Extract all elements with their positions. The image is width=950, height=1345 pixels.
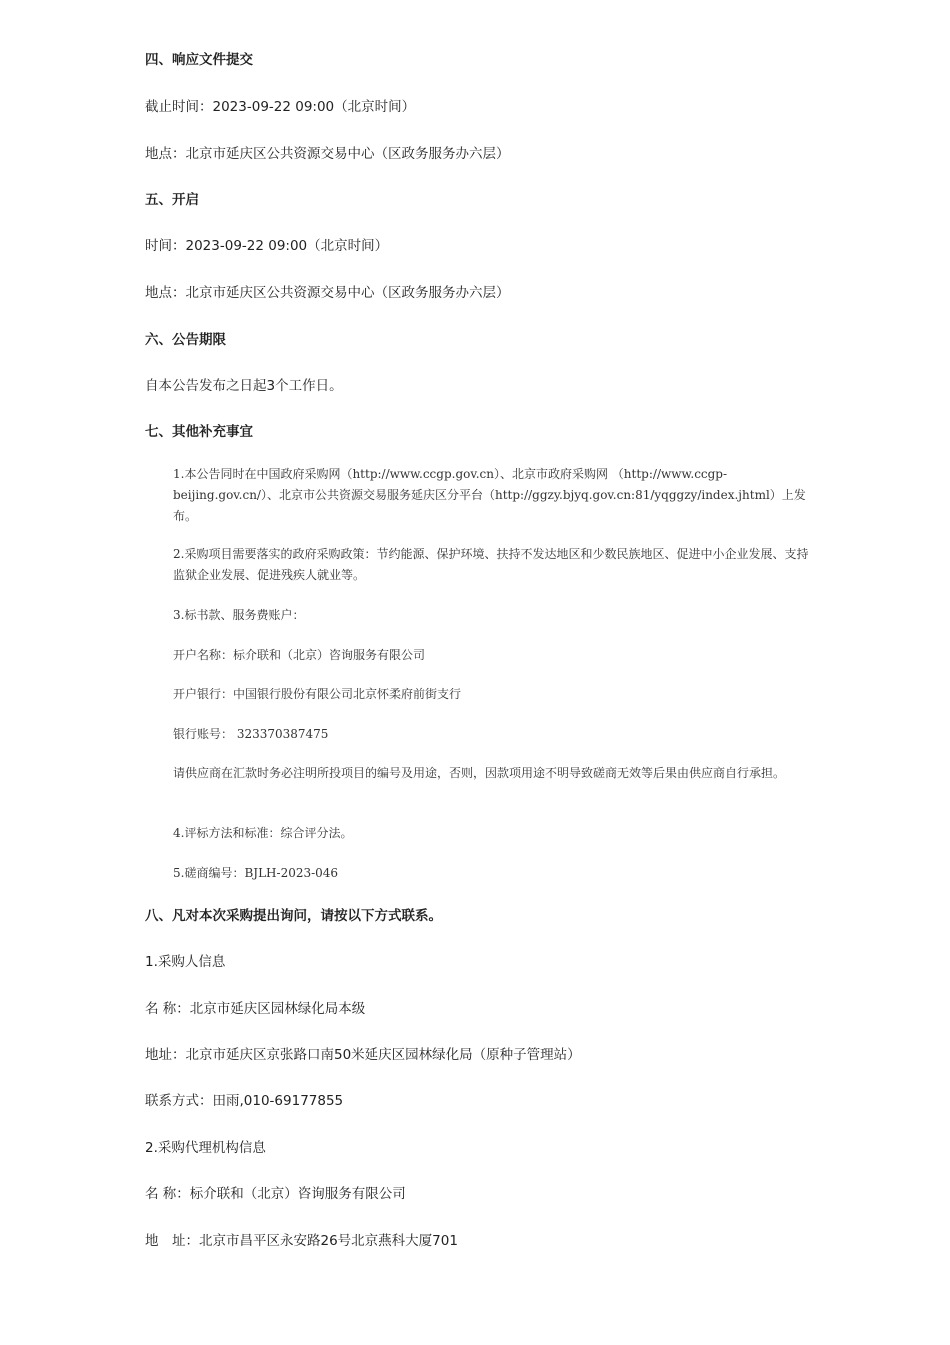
section7-heading: 七、其他补充事宜 xyxy=(145,424,253,440)
section5-heading: 五、开启 xyxy=(145,192,199,208)
agency-name: 名 称：标介联和（北京）咨询服务有限公司 xyxy=(145,1186,406,1202)
purchaser-address: 地址：北京市延庆区京张路口南50米延庆区园林绿化局（原种子管理站） xyxy=(145,1047,581,1063)
section4-heading: 四、响应文件提交 xyxy=(145,52,253,68)
remittance-notice-text: 请供应商在汇款时务必注明所投项目的编号及用途，否则，因款项用途不明导致磋商无效等后果由供应商自行承担。 xyxy=(173,766,786,780)
supplementary-item-1 xyxy=(145,464,810,527)
purchaser-title: 1.采购人信息 xyxy=(145,954,226,970)
account-heading: 3.标书款、服务费账户： xyxy=(173,608,305,622)
supplementary-item-5 xyxy=(145,863,810,884)
account-name-row xyxy=(145,645,810,666)
supplementary-item-3 xyxy=(145,605,810,626)
agency-address: 地 址：北京市昌平区永安路26号北京燕科大厦701 xyxy=(145,1233,458,1249)
remittance-notice xyxy=(145,763,810,784)
section8-heading: 八、凡对本次采购提出询问，请按以下方式联系。 xyxy=(145,908,442,924)
bank-name: 开户银行：中国银行股份有限公司北京怀柔府前街支行 xyxy=(173,687,462,701)
purchaser-name: 名 称：北京市延庆区园林绿化局本级 xyxy=(145,1001,366,1017)
account-name: 开户名称：标介联和（北京）咨询服务有限公司 xyxy=(173,648,426,662)
submission-deadline: 截止时间：2023-09-22 09:00（北京时间） xyxy=(145,99,416,115)
publication-sites-text: 1.本公告同时在中国政府采购网（http://www.ccgp.gov.cn）、北京市政府采购网 （http://www.ccgp-beijing.gov.cn/）、北京市公共资源交易服务延庆区分平台（http://ggzy.bjyq.gov.cn:81/yqggzy/index.jhtml）上发布。 xyxy=(173,467,806,523)
procurement-policy-text: 2.采购项目需要落实的政府采购政策：节约能源、保护环境、扶持不发达地区和少数民族地区、促进中小企业发展、支持监狱企业发展、促进残疾人就业等。 xyxy=(173,547,809,582)
account-number: 银行账号： 323370387475 xyxy=(173,727,329,741)
bank-row xyxy=(145,684,810,705)
section6-heading: 六、公告期限 xyxy=(145,332,226,348)
purchaser-contact: 联系方式：田雨,010-69177855 xyxy=(145,1093,344,1109)
submission-location: 地点：北京市延庆区公共资源交易中心（区政务服务办六层） xyxy=(145,146,510,162)
account-number-row xyxy=(145,724,810,745)
agency-title: 2.采购代理机构信息 xyxy=(145,1140,266,1156)
opening-location: 地点：北京市延庆区公共资源交易中心（区政务服务办六层） xyxy=(145,285,510,301)
supplementary-item-4 xyxy=(145,823,810,844)
opening-time: 时间：2023-09-22 09:00（北京时间） xyxy=(145,238,389,254)
supplementary-item-2 xyxy=(145,544,810,586)
evaluation-method: 4.评标方法和标准：综合评分法。 xyxy=(173,826,353,840)
consultation-number: 5.磋商编号：BJLH-2023-046 xyxy=(173,866,339,880)
announcement-period: 自本公告发布之日起3个工作日。 xyxy=(145,378,343,394)
